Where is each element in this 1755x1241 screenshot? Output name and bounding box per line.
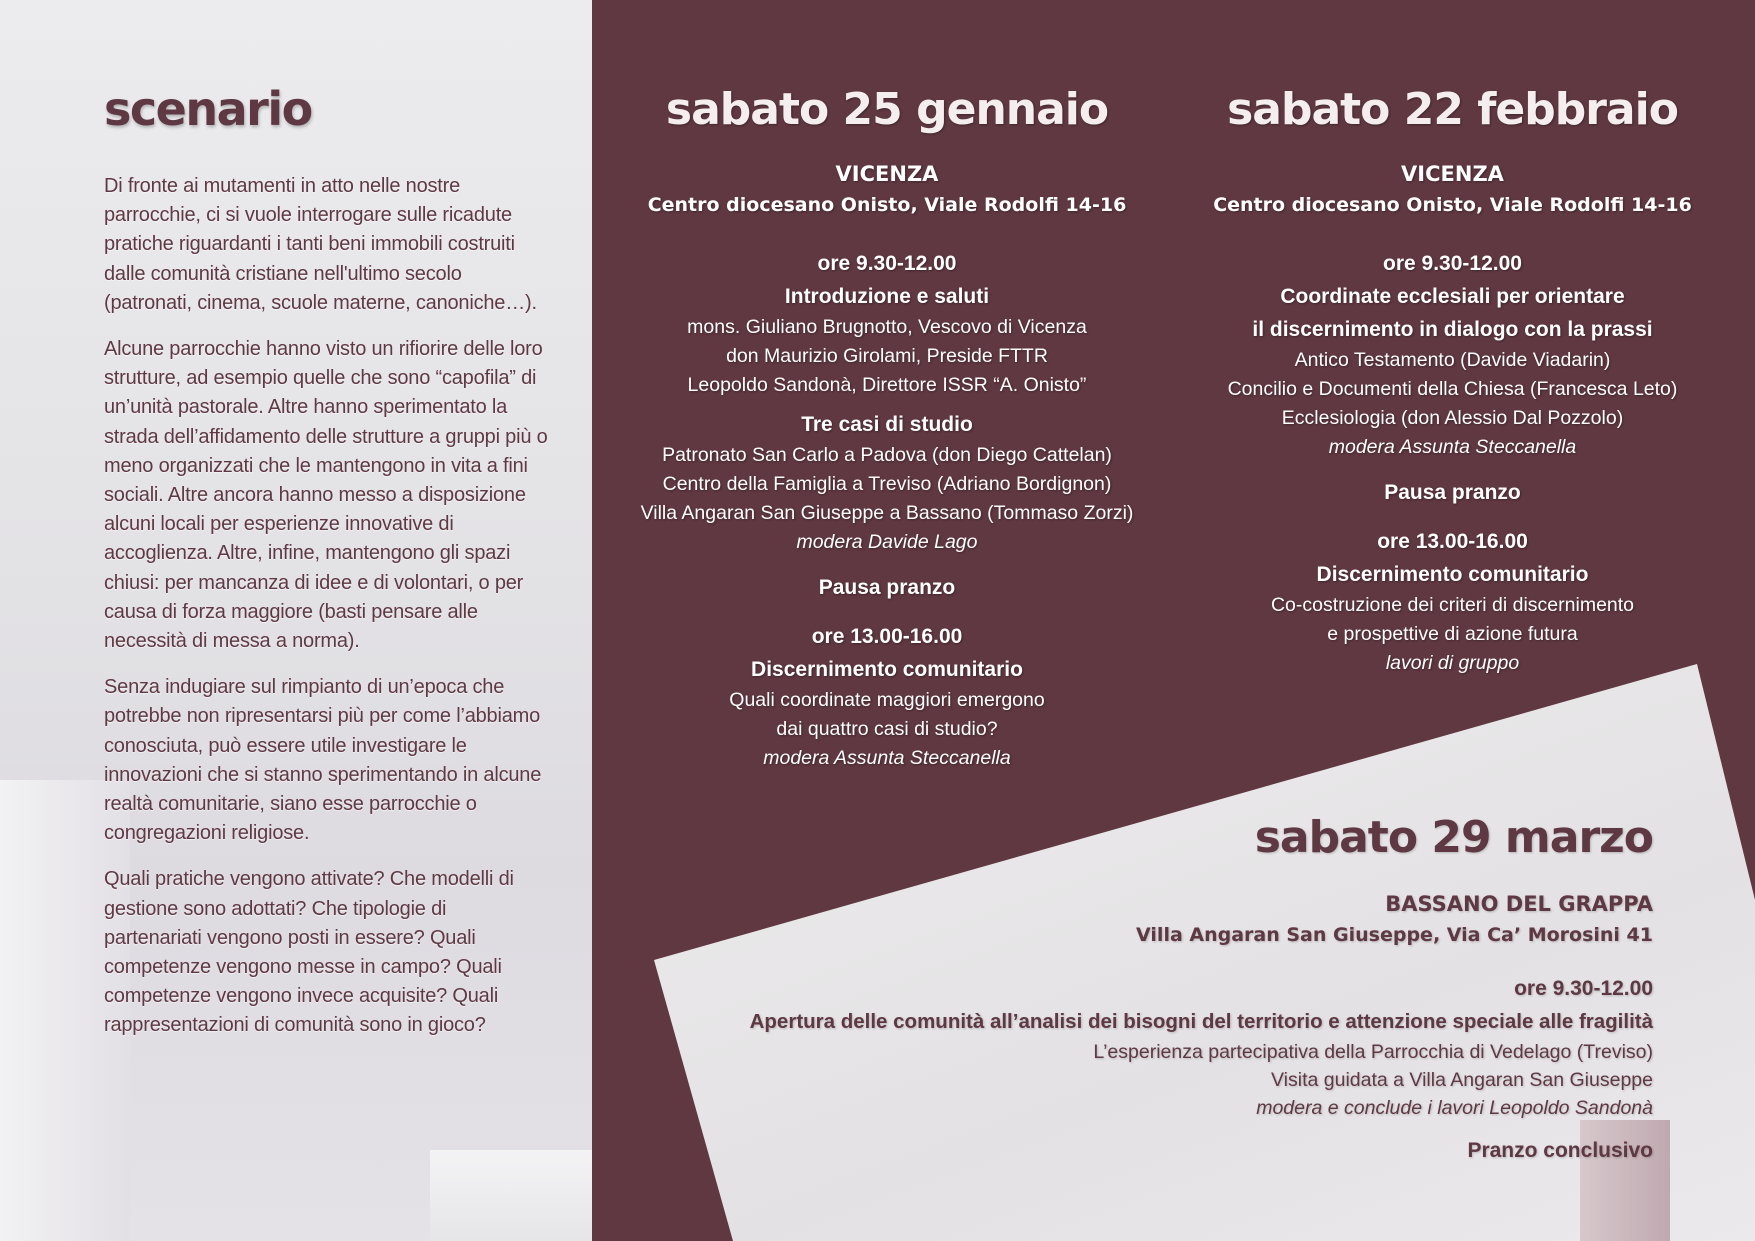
session-title: Discernimento comunitario [751, 658, 1023, 681]
speaker-line: Antico Testamento (Davide Viadarin) [1294, 349, 1611, 371]
session-line: Co-costruzione dei criteri di discernimento [1270, 594, 1635, 616]
speaker-line: Concilio e Documenti della Chiesa (Francesca Leto) [1227, 378, 1678, 400]
session-time: ore 9.30-12.00 [1514, 977, 1653, 1000]
scenario-paragraph: Di fronte ai mutamenti in atto nelle nostre parrocchie, ci si vuole interrogare sulle ricadute pratiche riguardanti i tanti beni immobili costruiti dalle comunità cristiane nell'ultimo secolo (patronati, cinema, scuole materne, canoniche…). [104, 175, 537, 314]
case-line: Patronato San Carlo a Padova (don Diego Cattelan) [662, 444, 1112, 466]
session-subtitle: Tre casi di studio [801, 413, 973, 436]
scenario-heading: scenario [104, 82, 312, 136]
program-day-3 [673, 808, 1653, 1167]
day-venue: Villa Angaran San Giuseppe, Via Ca’ Morosini 41 [1136, 924, 1653, 946]
program-day-1 [636, 80, 1138, 773]
session-title: Coordinate ecclesiali per orientare [1280, 285, 1625, 308]
moderator-line: modera Davide Lago [796, 531, 978, 553]
scenario-text [104, 172, 549, 1058]
session-title: il discernimento in dialogo con la prassi [1252, 318, 1653, 341]
day-date: sabato 25 gennaio [665, 84, 1109, 135]
speaker-line: mons. Giuliano Brugnotto, Vescovo di Vicenza [687, 316, 1087, 338]
session-line: Visita guidata a Villa Angaran San Giuseppe [1271, 1069, 1653, 1091]
session-time: ore 13.00-16.00 [1377, 530, 1528, 553]
session-time: ore 9.30-12.00 [817, 252, 957, 275]
session-title: Introduzione e saluti [784, 285, 990, 308]
closing-lunch: Pranzo conclusivo [1467, 1139, 1653, 1162]
day-venue: Centro diocesano Onisto, Viale Rodolfi 14-16 [1213, 194, 1692, 216]
lunch-break: Pausa pranzo [1384, 481, 1521, 504]
moderator-line: modera e conclude i lavori Leopoldo Sandonà [1256, 1097, 1653, 1119]
speaker-line: Ecclesiologia (don Alessio Dal Pozzolo) [1281, 407, 1624, 429]
moderator-line: modera Assunta Steccanella [763, 747, 1011, 769]
day-date: sabato 22 febbraio [1227, 84, 1678, 135]
scenario-paragraph: Quali pratiche vengono attivate? Che modelli di gestione sono adottati? Che tipologie di partenariati vengono posti in essere? Quali competenze vengono messe in campo? Quali competenze vengono invece acquisite? Quali rappresentazioni di comunità sono in gioco? [104, 868, 514, 1037]
program-day-2 [1200, 80, 1705, 678]
background-photo-window [430, 1150, 592, 1241]
session-line: e prospettive di azione futura [1327, 623, 1578, 645]
lunch-break: Pausa pranzo [818, 576, 956, 599]
day-city: VICENZA [1401, 162, 1504, 186]
session-line: dai quattro casi di studio? [776, 718, 998, 740]
session-time: ore 9.30-12.00 [1383, 252, 1522, 275]
case-line: Villa Angaran San Giuseppe a Bassano (Tommaso Zorzi) [640, 502, 1134, 524]
session-time: ore 13.00-16.00 [811, 625, 963, 648]
moderator-line: lavori di gruppo [1385, 652, 1520, 674]
scenario-paragraph: Alcune parrocchie hanno visto un rifiorire delle loro strutture, ad esempio quelle che sono “capofila” di un’unità pastorale. Altre hanno sperimentato la strada dell’affidamento delle strutture a gruppi più o meno organizzati che le mantengono in vita a fini sociali. Altre ancora hanno messo a disposizione alcuni locali per esperienze innovative di accoglienza. Altre, infine, mantengono gli spazi chiusi: per mancanza di idee e di volontari, o per causa di forza maggiore (basti pensare alle necessità di messa a norma). [104, 338, 548, 653]
scenario-panel [0, 0, 592, 1241]
session-title: Discernimento comunitario [1316, 563, 1589, 586]
moderator-line: modera Assunta Steccanella [1328, 436, 1577, 458]
speaker-line: Leopoldo Sandonà, Direttore ISSR “A. Onisto” [687, 374, 1087, 396]
case-line: Centro della Famiglia a Treviso (Adriano Bordignon) [662, 473, 1112, 495]
day-city: BASSANO DEL GRAPPA [1385, 892, 1653, 916]
day-date: sabato 29 marzo [1254, 812, 1653, 863]
speaker-line: don Maurizio Girolami, Preside FTTR [726, 345, 1048, 367]
session-line: L’esperienza partecipativa della Parrocchia di Vedelago (Treviso) [1093, 1041, 1653, 1063]
day-venue: Centro diocesano Onisto, Viale Rodolfi 14-16 [647, 194, 1127, 216]
session-line: Quali coordinate maggiori emergono [729, 689, 1045, 711]
session-title: Apertura delle comunità all’analisi dei bisogni del territorio e attenzione speciale alle fragilità [749, 1010, 1653, 1033]
day-city: VICENZA [835, 162, 939, 186]
scenario-paragraph: Senza indugiare sul rimpianto di un’epoca che potrebbe non ripresentarsi più per come l’abbiamo conosciuta, può essere utile investigare le innovazioni che si stanno sperimentando in alcune realtà comunitarie, siano esse parrocchie o congregazioni religiose. [104, 676, 542, 845]
